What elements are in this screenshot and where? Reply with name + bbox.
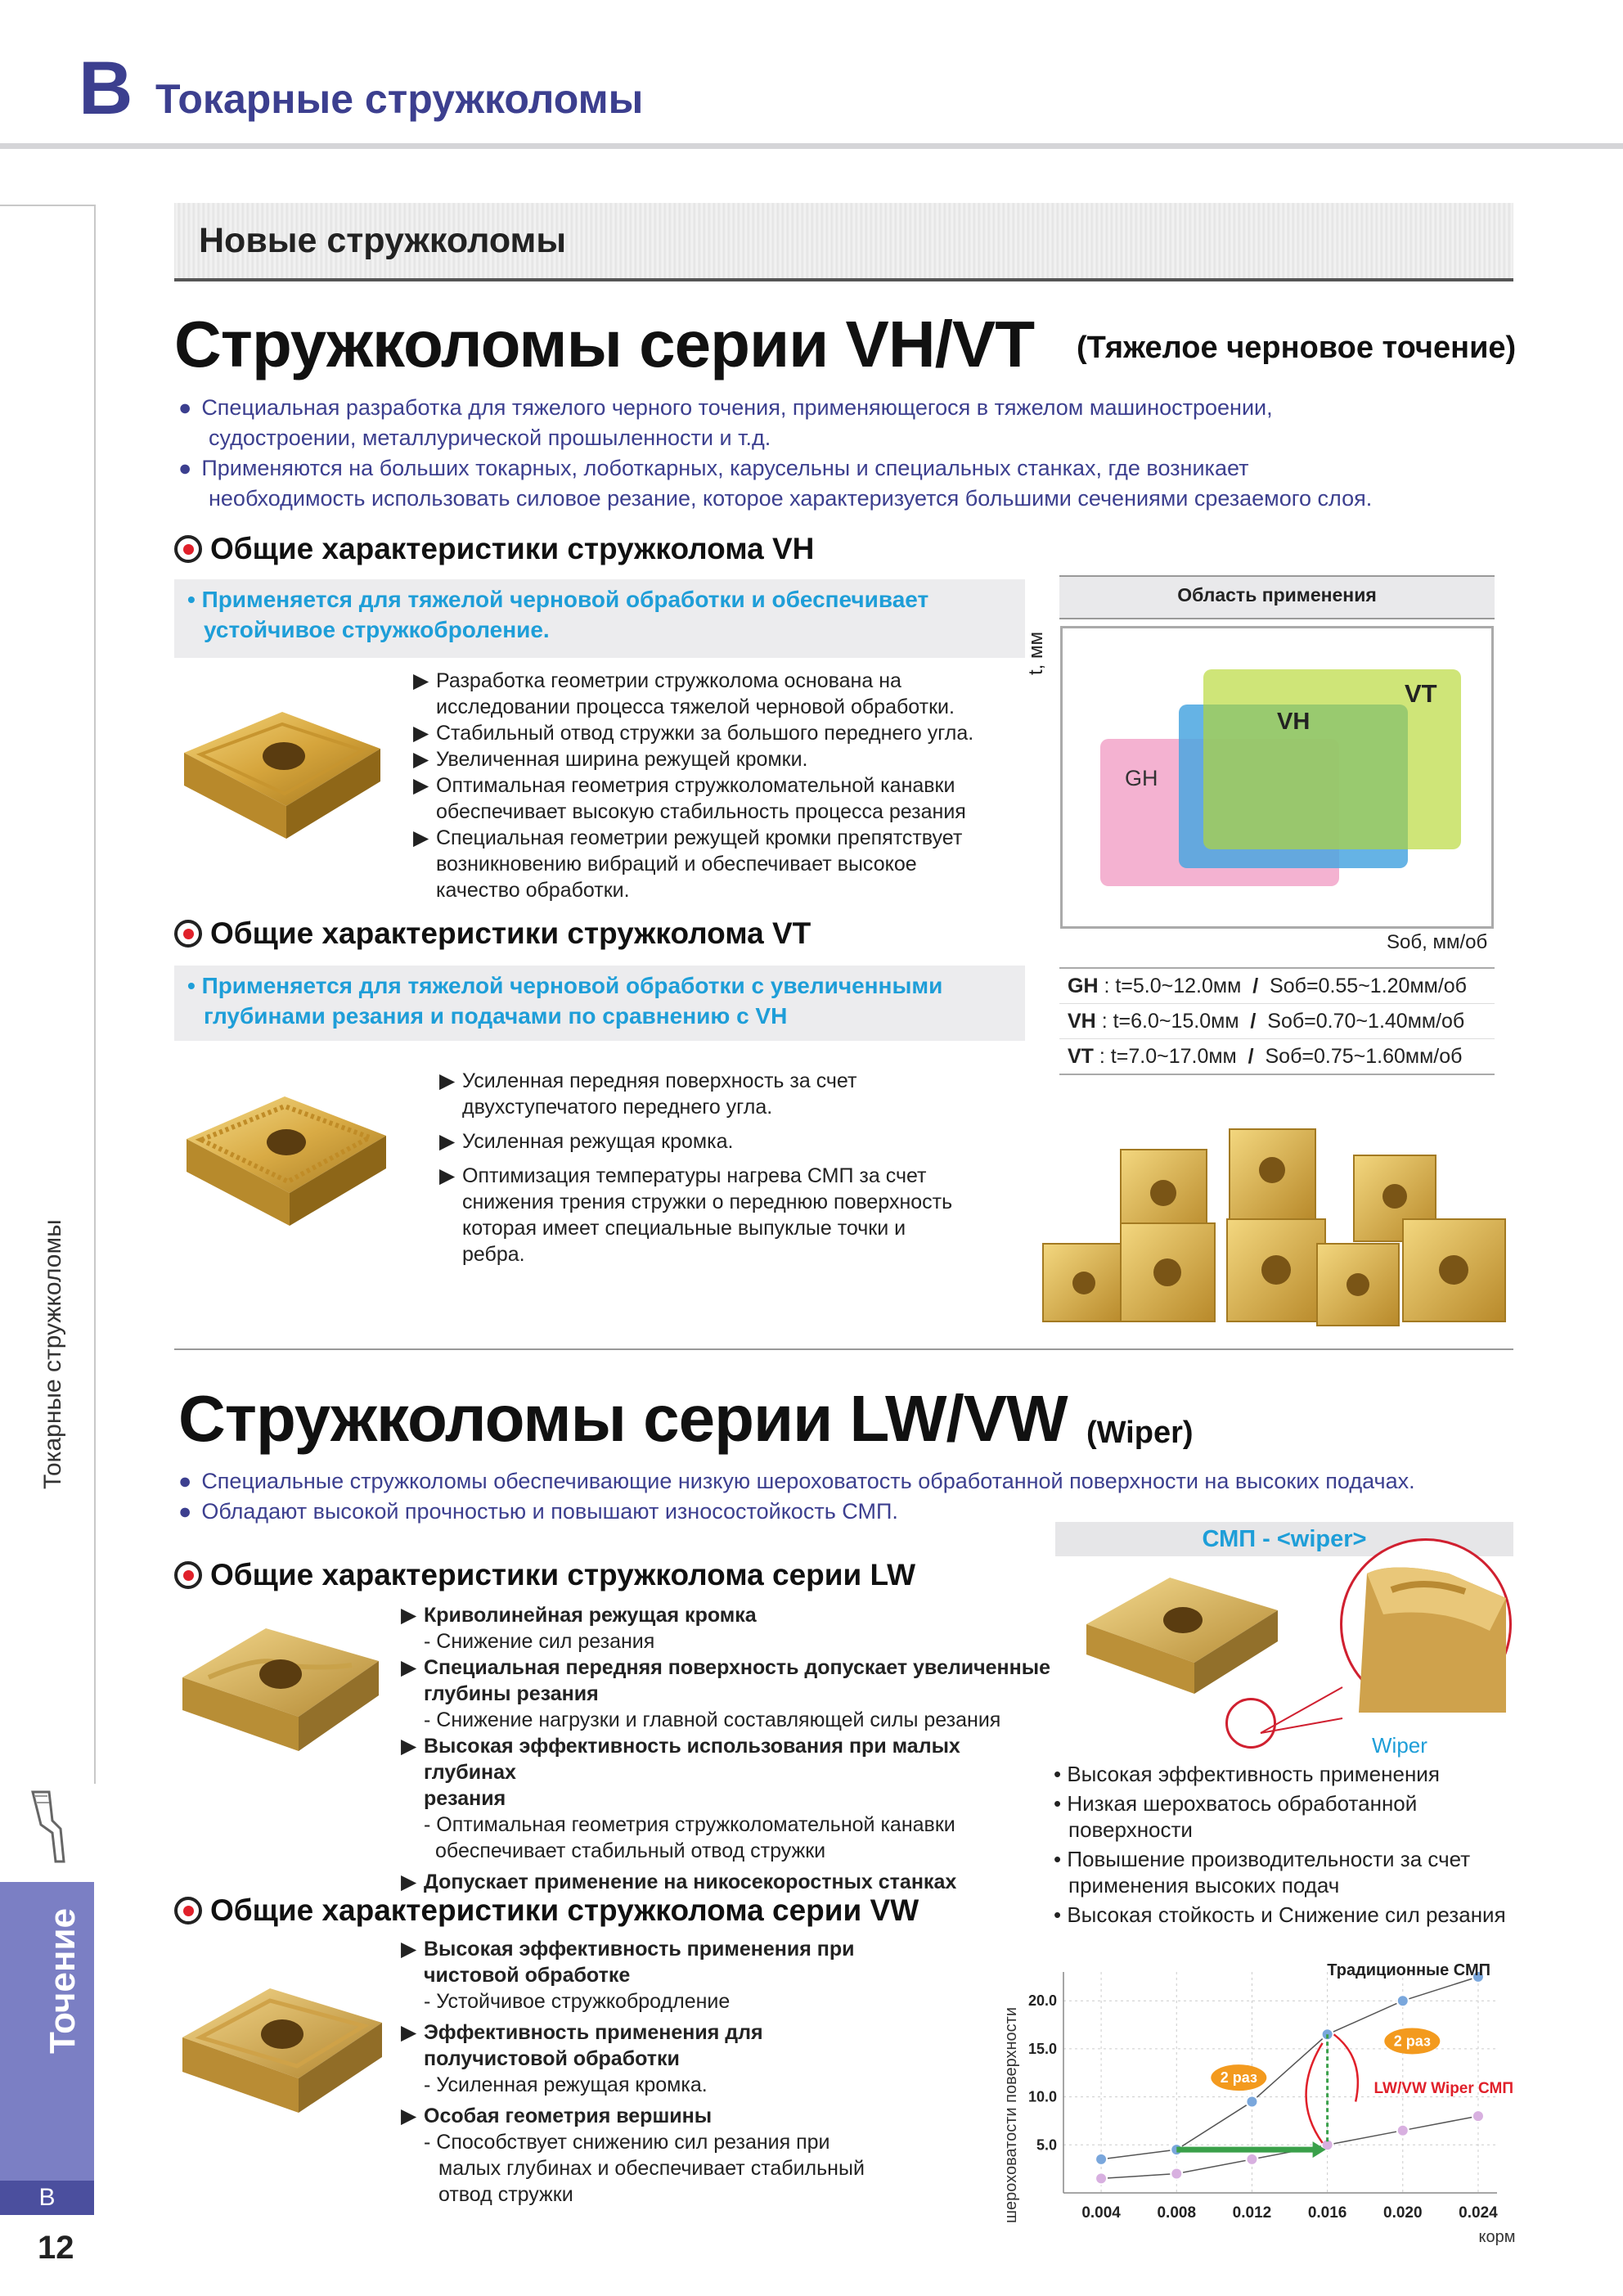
wiper-point: • Низкая шерохватось обработанной [1054,1791,1418,1816]
area-x-label: Sоб, мм/об [1387,931,1488,953]
target-icon [174,1561,202,1589]
lwvw-subtitle: (Wiper) [1086,1416,1194,1450]
feature-item-cont: двухступечатого переднего угла. [462,1096,773,1119]
wiper-points [1054,1761,1561,1928]
bullet-line: судостроении, металлурической прошыленности и т.д. [209,425,771,450]
feature-item-cont: исследовании процесса тяжелой черновой обработки. [436,696,955,718]
y-axis-label: шероховатости поверхности [1002,2007,1020,2223]
annotation-text: 2 раз [1220,2069,1257,2087]
feature-sub: обеспечивает стабильный отвод стружки [435,1839,826,1862]
roughness-chart-svg [990,1956,1530,2246]
area-title: Область применения [1177,584,1377,606]
wiper-insert-image [1080,1571,1284,1702]
sidebar-divider [94,205,96,1784]
lw-insert-image [176,1620,384,1767]
feature-sub: - Снижение нагрузки и главной составляющей силы резания [424,1708,1001,1731]
feature-item-cont: обеспечивает высокую стабильность процесса резания [436,800,966,823]
sidebar-tab-label: Точение [43,1908,83,2054]
x-tick-label: 0.004 [1081,2204,1121,2222]
target-icon [174,920,202,948]
wiper-point: • Высокая эффективность применения [1054,1762,1440,1786]
feature-item: ▶ Оптимизация температуры нагрева СМП за счет [439,1164,927,1187]
series-line-traditional [1101,1977,1478,2159]
y-tick-label: 10.0 [1027,2088,1057,2105]
ranges-table [1059,967,1495,1075]
vhvt-subtitle: (Тяжелое черновое точение) [1077,331,1517,365]
vt-insert-image [180,1088,393,1236]
wiper-detail-circle-small [1225,1698,1276,1749]
header-divider [0,143,1623,149]
sidebar-section-label: Токарные стружколомы [39,1219,66,1489]
area-y-label: t, мм [1025,631,1047,675]
range-row: VT : t=7.0~17.0мм / Sоб=0.75~1.60мм/об [1068,1045,1463,1068]
point-wiper [1397,2125,1409,2136]
annotation-arrow [1306,2043,1323,2143]
lwvw-title: Стружколомы серии LW/VW [178,1382,1068,1455]
x-tick-label: 0.016 [1307,2204,1347,2222]
feature-item: ▶ Увеличенная ширина режущей кромки. [413,748,808,771]
vhvt-bullets [178,393,1553,514]
feature-item: ▶ Особая геометрия вершины [401,2105,713,2127]
feature-item: ▶ Высокая эффективность использования при малых глубинах [401,1735,960,1784]
bullet-line: необходимость использовать силовое резание, которое характеризуется большими сечениями срезаемого слоя. [209,486,1373,511]
vh-features [413,668,1035,903]
section-letter: B [79,47,133,130]
feature-sub: малых глубинах и обеспечивает стабильный [438,2157,865,2180]
feature-item: ▶ Стабильный отвод стружки за большого переднего угла. [413,722,974,745]
wiper-point-cont: поверхности [1068,1817,1193,1842]
feature-item-cont: качество обработки. [436,879,630,902]
point-wiper [1095,2172,1107,2184]
x-tick-label: 0.008 [1157,2204,1197,2222]
section-band-title: Новые стружколомы [199,221,567,260]
bullet-line: ● Специальные стружколомы обеспечивающие низкую шероховатость обработанной поверхности на высоких подачах. [178,1469,1415,1493]
wiper-title-box: СМП - <wiper> [1055,1522,1513,1556]
feature-item: ▶ Специальная геометрии режущей кромки препятствует [413,826,963,849]
wiper-label: Wiper [1372,1733,1427,1758]
feature-item-cont: снижения трения стружки о переднюю поверхность [462,1191,953,1213]
gh-label: GH [1125,766,1158,790]
wiper-detail-zoom [1340,1538,1512,1710]
feature-sub: - Оптимальная геометрия стружколомательной канавки [424,1813,955,1836]
point-wiper [1246,2154,1257,2165]
series-label-wiper: LW/VW Wiper СМП [1373,2080,1513,2098]
feature-item-cont: получистовой обработки [424,2047,680,2070]
vw-insert-image [176,1980,389,2127]
feature-item-cont: возникновению вибраций и обеспечивает высокое [436,853,917,876]
vt-label: VT [1405,679,1437,708]
vt-features [439,1068,1036,1267]
feature-item: ▶ Высокая эффективность применения при [401,1938,855,1961]
vh-heading: Общие характеристики стружколома VH [174,532,814,566]
x-axis-label: корм [1478,2228,1516,2246]
area-plot-frame [1060,626,1494,929]
y-tick-label: 15.0 [1027,2040,1057,2057]
feature-sub: - Снижение сил резания [424,1630,655,1653]
feature-sub: - Устойчивое стружкобродление [424,1990,731,2013]
y-tick-label: 20.0 [1027,1992,1057,2010]
page-number: 12 [38,2230,74,2266]
vh-highlight-box: • Применяется для тяжелой черновой обработки и обеспечивает устойчивое стружкоброление. [174,579,1025,658]
feature-sub: отвод стружки [438,2183,573,2206]
vw-features [401,1936,990,2208]
bullet-line: ● Обладают высокой прочностью и повышают износостойкость СМП. [178,1499,898,1524]
point-traditional [1095,2154,1107,2165]
feature-item: ▶ Усиленная режущая кромка. [439,1130,734,1153]
roughness-chart [990,1956,1530,2246]
target-icon [174,535,202,563]
feature-item: ▶ Разработка геометрии стружколома основана на [413,669,901,692]
x-tick-label: 0.024 [1459,2204,1498,2222]
annotation-arrow [1334,2034,1358,2101]
sidebar-top-line [0,205,94,206]
range-row: VH : t=6.0~15.0мм / Sоб=0.70~1.40мм/об [1059,1004,1495,1039]
feature-item-cont: которая имеет специальные выпуклые точки и [462,1217,906,1240]
bullet-line: ● Специальная разработка для тяжелого черного точения, применяющегося в тяжелом машиностроении, [178,395,1273,420]
lwvw-bullets [178,1466,1585,1527]
lw-heading: Общие характеристики стружколома серии LW [174,1558,915,1592]
feature-item-cont: ребра. [462,1243,525,1266]
point-wiper [1472,2110,1484,2122]
range-row: GH : t=5.0~12.0мм / Sоб=0.55~1.20мм/об [1059,969,1495,1004]
x-tick-label: 0.012 [1232,2204,1272,2222]
feature-item: ▶ Оптимальная геометрия стружколомательной канавки [413,774,955,797]
series-label-traditional: Традиционные СМП [1327,1961,1490,1979]
point-traditional [1397,1995,1409,2006]
vw-heading: Общие характеристики стружколома серии VW [174,1893,919,1928]
feature-item: ▶ Эффективность применения для [401,2021,763,2044]
x-tick-label: 0.020 [1383,2204,1423,2222]
feature-item-cont: чистовой обработке [424,1964,631,1987]
feature-sub: - Усиленная режущая кромка. [424,2073,708,2096]
point-wiper [1171,2168,1182,2180]
feature-item: ▶ Усиленная передняя поверхность за счет [439,1069,857,1092]
feature-item: ▶ Допускает применение на никосекоростных станках [401,1871,957,1893]
feature-item: ▶ Специальная передняя поверхность допускает увеличенные [401,1656,1050,1679]
feature-sub: - Способствует снижению сил резания при [424,2131,830,2154]
wiper-point: • Высокая стойкость и Снижение сил резания [1054,1902,1506,1927]
bullet-line: ● Применяются на больших токарных, лоботкарных, карусельны и специальных станках, где возникает [178,456,1249,480]
vt-heading: Общие характеристики стружколома VT [174,916,811,951]
annotation-text: 2 раз [1393,2033,1431,2050]
feature-item-cont: резания [424,1787,506,1810]
vhvt-title: Стружколомы серии VH/VT [174,308,1035,380]
vh-label: VH [1277,709,1311,735]
feature-item-cont: глубины резания [424,1682,599,1705]
y-tick-label: 5.0 [1036,2136,1057,2154]
vh-insert-image [176,704,389,851]
wiper-point: • Повышение производительности за счет [1054,1847,1471,1871]
feature-item: ▶ Криволинейная режущая кромка [401,1604,757,1627]
lw-features [401,1602,1055,1895]
page-header-title: Токарные стружколомы [155,76,644,122]
vt-highlight-box: • Применяется для тяжелой черновой обработки с увеличенными глубинами резания и подачами по сравнению с VH [174,966,1025,1041]
inserts-group-image [1043,1121,1517,1338]
target-icon [174,1897,202,1925]
point-traditional [1246,2096,1257,2107]
lathe-tool-icon [25,1788,82,1870]
section-divider [174,1348,1513,1350]
wiper-point-cont: применения высоких подач [1068,1873,1340,1898]
sidebar-letter: B [0,2181,94,2215]
